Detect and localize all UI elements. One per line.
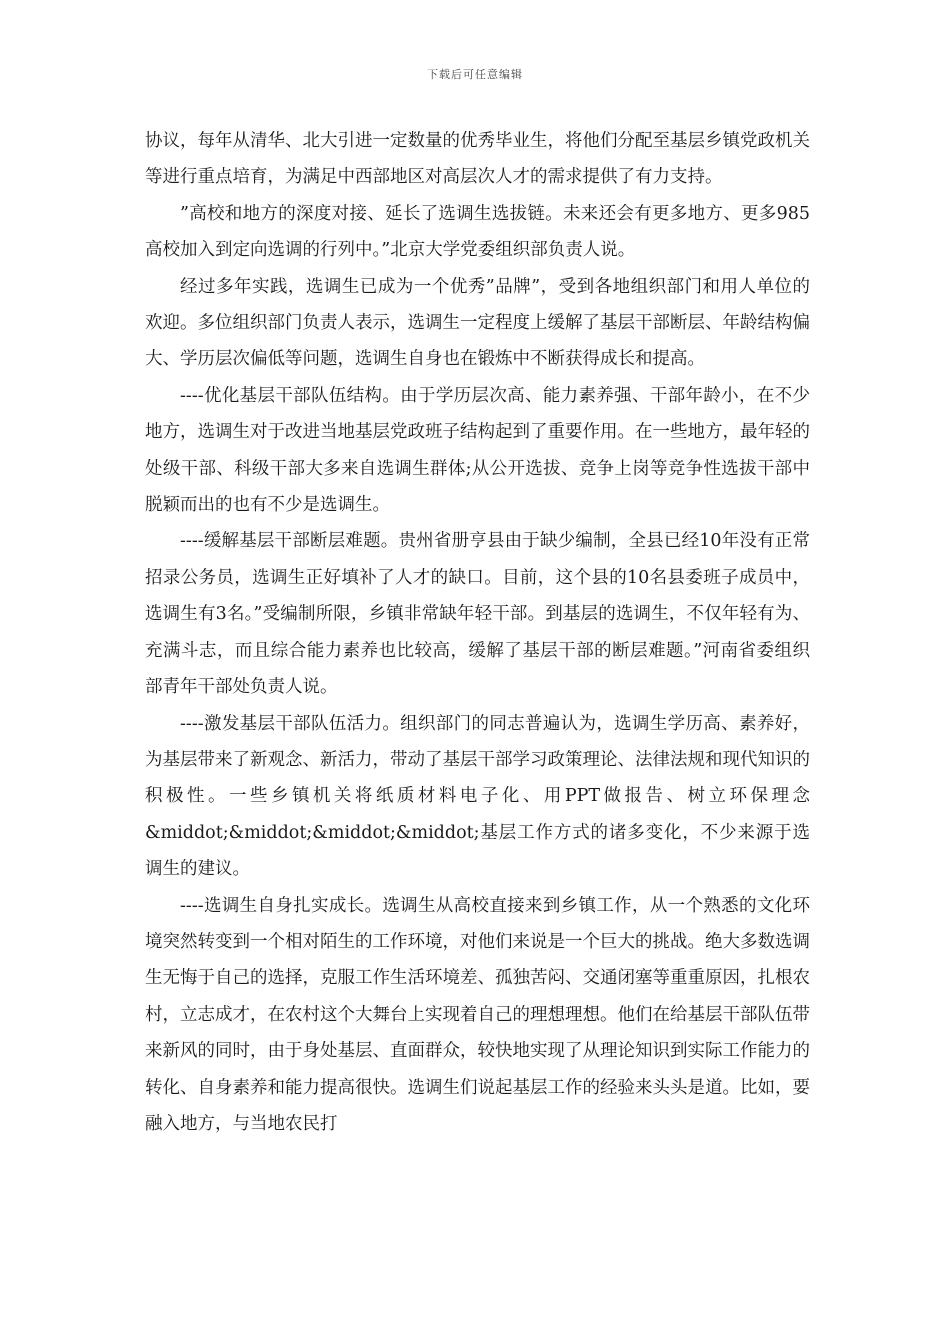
- paragraph: ----激发基层干部队伍活力。组织部门的同志普遍认为，选调生学历高、素养好，为基层带来了新观念、新活力，带动了基层干部学习政策理论、法律法规和现代知识的积极性。一些乡镇机关将纸质材料电子化、用PPT做报告、树立环保理念&middot;&middot;&middot;&middot;基层工作方式的诸多变化，不少来源于选调生的建议。: [145, 713, 810, 880]
- paragraph: ----优化基层干部队伍结构。由于学历层次高、能力素养强、干部年龄小，在不少地方，选调生对于改进当地基层党政班子结构起到了重要作用。在一些地方，最年轻的处级干部、科级干部大多来自选调生群体;从公开选拔、竞争上岗等竞争性选拔干部中脱颖而出的也有不少是选调生。: [145, 385, 810, 516]
- paragraph: ”高校和地方的深度对接、延长了选调生选拔链。未来还会有更多地方、更多985高校加入到定向选调的行列中。”北京大学党委组织部负责人说。: [145, 203, 810, 261]
- document-body: [145, 123, 810, 1142]
- paragraph: 协议，每年从清华、北大引进一定数量的优秀毕业生，将他们分配至基层乡镇党政机关等进行重点培育，为满足中西部地区对高层次人才的需求提供了有力支持。: [145, 131, 810, 188]
- paragraph: 经过多年实践，选调生已成为一个优秀”品牌”，受到各地组织部门和用人单位的欢迎。多位组织部门负责人表示，选调生一定程度上缓解了基层干部断层、年龄结构偏大、学历层次偏低等问题，选调生自身也在锻炼中不断获得成长和提高。: [145, 276, 810, 370]
- paragraph: ----缓解基层干部断层难题。贵州省册亨县由于缺少编制，全县已经10年没有正常招录公务员，选调生正好填补了人才的缺口。目前，这个县的10名县委班子成员中，选调生有3名。”受编制所限，乡镇非常缺年轻干部。到基层的选调生，不仅年轻有为、充满斗志，而且综合能力素养也比较高，缓解了基层干部的断层难题。”河南省委组织部青年干部处负责人说。: [145, 531, 810, 698]
- page-header: 下载后可任意编辑: [427, 68, 523, 81]
- paragraph: ----选调生自身扎实成长。选调生从高校直接来到乡镇工作，从一个熟悉的文化环境突然转变到一个相对陌生的工作环境，对他们来说是一个巨大的挑战。绝大多数选调生无悔于自己的选择，克服工作生活环境差、孤独苦闷、交通闭塞等重重原因，扎根农村，立志成才，在农村这个大舞台上实现着自己的理想理想。他们在给基层干部队伍带来新风的同时，由于身处基层、直面群众，较快地实现了从理论知识到实际工作能力的转化、自身素养和能力提高很快。选调生们说起基层工作的经验来头头是道。比如，要融入地方，与当地农民打: [145, 895, 810, 1134]
